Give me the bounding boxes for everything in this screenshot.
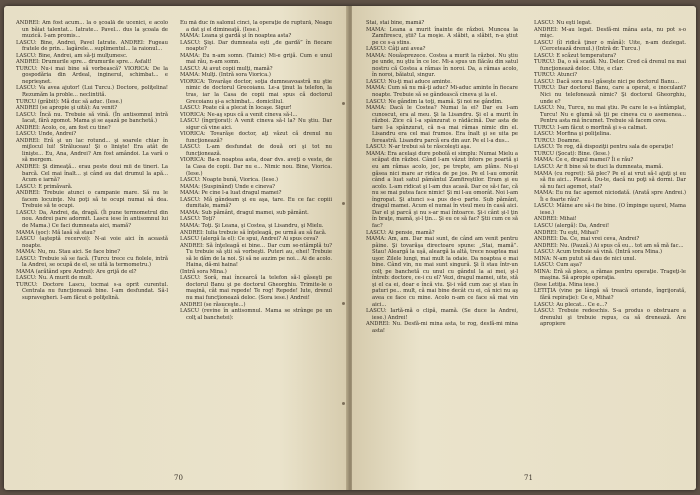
dialogue-paragraph: ANDREI: Eră şi un lac rotund... şi soarele chiar în mijlocul lui! Străluceau! Şi o linişte! Era atât de linişte... Eu, Ana, Andrei? Am fost amândoi. La vară o să mergem. xyxy=(16,137,168,164)
dialogue-paragraph: LASCU: Bine, Andrei, am să-ţi mulţumesc. xyxy=(16,52,128,59)
dialogue-paragraph: MAMA: Am, am. Dar mai sunt, de când am venit pentru pâine. Şi tovarăşa directoare spune: „Stai, mamă”. Stau! Aleargă la uşă, aleargă la altă, trece noaptea mai uşor. Zilele lungi, mai mult la odaie. Da noaptea e mai bine. Când vin, nu mai sunt singură. Şi îi stau într-un colţ pe banchetă cu unul cu gândul la ai mei, şi-l întreb: doctore, ce-i cu el? Vezi, dragul mamei, uite, stă şi el ca ei, doar e încă viu. Şi-i văd cum zac şi stau în paturi pe... mult, că mai bine decât cu ei, că nici nu aş avea ce face cu mine. Acolo n-am ce face să mai vin aici... xyxy=(366,236,518,308)
dialogue-paragraph: MINA: Eră să plece, a rămas pentru operaţie. Trageţi-le maşina. Să apropie operaţia. xyxy=(534,268,686,282)
dialogue-paragraph: LETIŢIA (vine pe lângă să treacă oriunde, îngrijorată, fără repiraţie): Ce e, Mihai? xyxy=(534,288,686,301)
dialogue-paragraph: LASCU: Şişi. Dar dumneata eşti „de gardă” în fiecare noapte? xyxy=(180,39,332,53)
dialogue-paragraph: LASCU: Da, Andrei, da, dragă. (Îi pune termometrul din nou. Andrei pare adormit. Lascu iese în antisomnul lui de Mama.) Ce faci dumneata aici, mamă? xyxy=(16,209,168,229)
dialogue-paragraph: LASCU (alergă la el): Ce spui, Andrei? Ai spus ceva? xyxy=(180,236,319,243)
dialogue-paragraph: LASCU: Bine, Andrei, Pavel Iatrate. ANDREI: Fugeau fratele de prin... lagărele... suplimentul... la raionul... xyxy=(16,39,168,53)
dialogue-paragraph: ANDREI: Am fost acum... la o şcoală de ucenici, e acolo un băiat talentat... Iatrate... Pavel... dus la şcoala de muzică. I-am promis... xyxy=(16,20,168,40)
dialogue-paragraph: LASCU: Ai avut copii mulţi, mamă? xyxy=(180,65,273,72)
dialogue-paragraph: MAMA: Eu n-am somn. (Tainic) Mi-e grijă. Cum e unul mai rău, n-am somn. xyxy=(180,52,332,66)
dialogue-paragraph: MAMA (cu regret): Să plec? Pe el ai vrut să-l ajuţi şi eu să fiu aici... Pleacă. Du-te, dacă nu poţi să dormi. Dar să nu faci agemot, stai? xyxy=(534,170,686,190)
dialogue-paragraph: ANDREI: Iulia trebuie să înţeleagă, pe urmă au să facă. xyxy=(180,229,327,236)
left-page xyxy=(4,6,348,490)
dialogue-paragraph: MAMA (arătând spre Andrei): Are grijă de el? xyxy=(16,268,137,275)
dialogue-paragraph: LASCU: Mâine are să-i fie bine. (O împinge uşurel, Mama iese.) xyxy=(534,203,686,216)
dialogue-paragraph: ANDREI: Tu eşti, Mihai? xyxy=(534,229,599,236)
dialogue-paragraph: MAMA: Ce e, dragul mamei? Îi e rău? xyxy=(534,157,634,164)
dialogue-paragraph: MAMA: Nouăsprezece. Costea a murit la război. Nu ştiu pe unde, nu ştiu în ce loc. Mi-a spus un flăcău din satul nostru că Costea a rămas în noroi. Da, a rămas acolo, în noroi, băiatul, singur. xyxy=(366,52,518,79)
binding-stitch xyxy=(342,102,345,105)
right-page xyxy=(352,6,696,490)
dialogue-paragraph: TURCU (Şocat): Bine. (Iese.) xyxy=(534,150,610,157)
dialogue-paragraph: LASCU (îngrijorat): A venit cineva să-l la? Nu ştiu. Dar sigur că vine aici. xyxy=(180,118,332,131)
dialogue-paragraph: ANDREI: Trebuie atunci o campanie mare. Să nu le facem locuinţe. Nu poţi să te ocupi numai să dea. Trebuie să te ocupi. xyxy=(16,190,168,210)
dialogue-paragraph: TURCU: Doamne. xyxy=(534,137,581,144)
left-page-number: 70 xyxy=(174,474,183,482)
dialogue-paragraph: MAMA: Dacă le Costea? Numai la ei? Dar eu l-am cunoscut, era al meu. Şi la Lisandru. Şi el a murit în război. Zice că l-a spânzurat o rădăcină. Dar asta de tare l-a spânzurat, că n-a mai rămas nimic din el. Lisandru era cel mai frumos. Era înalt şi se uita pe fereastră. Lisandru parcă era din aur. Pe el l-a dus... xyxy=(366,105,518,144)
dialogue-paragraph: VIORICA: Tovarăşe doctor, soţia dumneavoastră nu ştie nimic de doctorul Grecoianu. Le-a ţinut la telefon, la tras, iar la Casa de copii mai spus că doctorul Grecoianu şi-a schimbat... domiciliul. xyxy=(180,78,332,105)
dialogue-paragraph: LASCU: N-ar trebui să te răscoleşti aşa. xyxy=(366,144,472,151)
dialogue-paragraph: ANDREI: M-au legat. Desfă-mi mâna asta, nu pot s-o mişc. xyxy=(534,26,686,40)
dialogue-paragraph: LASCU: Încă nu. Trebuie să vină. (În antisomnul intră Iacat, fără zgomot. Mama şi se aşază pe banchetă.) xyxy=(16,111,168,125)
dialogue-paragraph: ANDREI: Da. Ce, mai vrei ceva, Andrei? xyxy=(534,236,640,243)
dialogue-paragraph: MAMA: Toţi. Şi Leana, şi Costea, şi Lisandru, şi Mielu. xyxy=(180,222,324,229)
dialogue-paragraph: MINA: N-am putut să dau de nici unul. xyxy=(534,255,637,262)
dialogue-paragraph: LASCU: Trebuie să se facă. (Turcu trece cu fiolele, intră la Andrei, se ocupă de el, se uită la termometru.) xyxy=(16,255,168,269)
dialogue-paragraph: ANDREI: Nu. Desfă-mi mina asta, te rog, desfă-mi mina asta! xyxy=(366,321,518,334)
binding-stitch xyxy=(342,402,345,405)
dialogue-paragraph: MAMA: Era acelaşi dure pobolă ei simplu: Numai Mielu a scăpat din război. Când l-am văzut întors pe poartă şi eu am rămas acolo, joc, pe trepte, am plâns. Nu-şi găsea nici mare ar ridica de pe jos. Pe el l-au omorât când a luat satul pământul Zamfireştilor. Eram şi eu acolo. L-am ridicat şi l-am dus acasă. Dar ce să-i fac, că nu se mai putea face nimic! Şi mi l-au omorât. Noi l-am îngropat. Şi atunci s-a pus de-o parte. Sub pământ, dragul mamei. Acum el numai în visul meu în casă aici. Dar el şi parcă şi nu s-ar mai întoarce. Şi-i cânt şi-l ţin în braţe, mamă, şi-l ţin... Şi eu ce să fac? Ştii cum ce să fac? xyxy=(366,150,518,229)
dialogue-paragraph: ANDREI: Mihai! xyxy=(534,216,577,223)
dialogue-paragraph: ANDREI: Acolo, ce, am fost cu tine? xyxy=(16,124,111,131)
dialogue-paragraph: LASCU: Unde, Andrei? xyxy=(16,131,77,138)
dialogue-paragraph: TURCU: Da, o să scadă. Nu. Delor. Cred că drenul nu mai funcţionează deloc. Uite, e clar. xyxy=(534,59,686,72)
left-column-2 xyxy=(180,20,332,460)
dialogue-paragraph: Eu mă duc în salonul cinci, la operaţie de ruptură, Neagu a dat şi el dimineaţă. (Iese.) xyxy=(180,20,332,33)
dialogue-paragraph: Stai, stai bine, mamă? xyxy=(366,20,425,26)
dialogue-paragraph: LASCU: Morfina şi poliţelina. xyxy=(534,131,612,138)
dialogue-paragraph: ANDREI: Nu. (Pauză.) Ai spus că eu... tot am să mă fac... xyxy=(534,242,684,249)
dialogue-paragraph: LASCU: Mă gândeam şi eu aşa, tare. Eu ce fac copiii dumitale, mamă? xyxy=(180,196,332,210)
dialogue-paragraph: ANDREI: Drumurile spre... drumurile spre... Asfalt! xyxy=(16,59,152,66)
dialogue-paragraph: MAMA: Eu nu fac agemot niciodată. (Arată spre Andrei.) Îi e foarte rău? xyxy=(534,190,686,203)
dialogue-paragraph: VIORICA: Tovarăşe doctor, aţi văzut că drenul nu funcţionează? xyxy=(180,131,332,144)
dialogue-paragraph: LASCU: Nu, Turcu, nu mai ştiu. Pe care le s-a întâmplat, Turcu! Nu e glumă să ţii pe cineva cu o asemenea... Pentru asta mă încumet. Trebuie să facem ceva. xyxy=(534,105,686,125)
dialogue-paragraph: ANDREI (se apropie şi uită): Au venit? xyxy=(16,105,118,112)
dialogue-paragraph: TURCU (grăbit): Mă duc să aduc. (Iese.) xyxy=(16,98,123,105)
right-column-1 xyxy=(366,20,518,460)
dialogue-paragraph: LASCU (aşteptă recervoi): N-ai voie aici în această noapte. xyxy=(16,236,168,249)
dialogue-paragraph: LASCU: Iartă-mă o clipă, mamă. (Se duce la Andrei, iese.) Andrei! xyxy=(366,308,518,321)
binding-stitch xyxy=(342,302,345,305)
dialogue-paragraph: MAMA: Leana şi gardă şi în noaptea asta? xyxy=(180,33,292,40)
dialogue-paragraph: LASCU (revine în antisomnul. Mama se strânge pe un colţ al banchetei): xyxy=(180,308,332,321)
dialogue-paragraph: LASCU: Toţi? xyxy=(180,216,216,223)
dialogue-paragraph: LASCU: Ai pensie, mamă? xyxy=(366,229,435,236)
dialogue-paragraph: LASCU: Trebuie redeschis. S-a produs o obstruare a drenului şi trebuie repus, ca să drenează. Are apropiere xyxy=(534,308,686,328)
right-column-2 xyxy=(534,20,686,460)
dialogue-paragraph: MAMA: Nu, nu. Stau aici. Se face bine? xyxy=(16,249,121,256)
dialogue-paragraph: LASCU: L-am desfundat de două ori şi tot nu funcţionează. xyxy=(180,144,332,157)
dialogue-paragraph: TURCU: Atunci? xyxy=(534,72,578,79)
dialogue-paragraph: LASCU (îl ridică ţiner o mână): Uite, n-am dezlegat. (Cercetează drenul.) (Intră dr. Turcu.) xyxy=(534,39,686,53)
dialogue-paragraph: LASCU: E scăzut temperatura? xyxy=(534,52,617,59)
dialogue-paragraph: LASCU: Cum aşa? xyxy=(534,262,582,269)
dialogue-paragraph: ANDREI: Şi dimeaţă... erau peste doui mii de tineri. La barcă. Cel mai înalt... şi când au dat drumul la apă... Acum e iarnă? xyxy=(16,164,168,184)
dialogue-paragraph: LASCU: Nu. A murit de mult. xyxy=(16,275,93,282)
dialogue-paragraph: VIORICA: Ba-n noaptea asta, doar dvs. aveţi o veste, de la Casa de copii. Dar nu e... Nimic nou. Bine, Viorica. (Iese.) xyxy=(180,157,332,177)
dialogue-paragraph: MAMA (şoc): Mă lasă să stau? xyxy=(16,229,96,236)
dialogue-paragraph: MAMA: Sub pământ, dragul mamei, sub pământ. xyxy=(180,209,309,216)
dialogue-paragraph: LASCU: Te rog, dă dispoziţii pentru sala de operaţie! xyxy=(534,144,674,151)
dialogue-paragraph: LASCU (alergă): Da, Andrei! xyxy=(534,222,610,229)
dialogue-paragraph: LASCU: Va avea ajutor! (Lui Turcu.) Doctore, poliţelina! Rezumăm la proble... neclintită. xyxy=(16,85,168,99)
dialogue-paragraph: ANDREI (se răsuceşte...) xyxy=(180,301,246,308)
dialogue-paragraph: TURCU: Nu-i mai bine să vorbească? VIORICA: De la gospodăria din Ardeal, inginerul, schimbat... e neprieşnet. xyxy=(16,65,168,85)
dialogue-paragraph: LASCU: Ar fi bine să te duci la dumneata, mamă. xyxy=(534,164,664,171)
dialogue-paragraph: MAMA: (Suspinând) Unde e cineva? xyxy=(180,183,276,190)
left-column-1 xyxy=(16,20,168,460)
dialogue-paragraph: LASCU: Nu eşti legat. xyxy=(534,20,592,26)
dialogue-paragraph: LASCU: Soră, mai încearcă la telefon să-l găseşti pe doctorul Banu şi pe doctorul Gheorghiu. Trimite-le o maşină, cât mai repede! Te rog! Repede! Iute, drenul nu mai funcţionează deloc. (Sora iese.) Andrei! xyxy=(180,275,332,301)
dialogue-paragraph: TURCU: Doctore Lascu, tocmai s-a oprit curentul. Centrala nu funcţionează bine. I-am desfundat. Să-l supravegheri. I-am făcut o poliţelină. xyxy=(16,281,168,301)
dialogue-paragraph: TURCU: Dar doctorul Banu, care a operat, e inoculant? Nici nu telefonează nimic? Şi doctorul Gheorghiu, unde e? xyxy=(534,85,686,105)
dialogue-paragraph: MAMA: Cum să nu mă-ţi aduc? Mi-aduc aminte în fiecare noapte. Trebuie să se gândească cineva şi la el. xyxy=(366,85,518,99)
open-book xyxy=(4,6,696,490)
dialogue-paragraph: LASCU: E primăvară. xyxy=(16,183,73,190)
dialogue-paragraph: (Intră sora Mina.) xyxy=(180,268,227,275)
dialogue-paragraph: LASCU: Ne gândim la toţi, mamă. Şi noi ne gândim. xyxy=(366,98,503,105)
right-page-number: 71 xyxy=(524,474,533,482)
dialogue-paragraph: ANDREI: Să înţeleagă ei bine... Dar cum se-ntâmplă tu? Tu trebuie să ştii să vorbeşti. Puteri au, ehei! Trebuie să le dăm de la noi. Şi să ne auzim pe noi... Ai de acolo. Haina, dă-mi haina! xyxy=(180,242,332,269)
dialogue-paragraph: LASCU: Au plecat... Ce e...? xyxy=(534,301,608,308)
dialogue-paragraph: LASCU: Dacă sora nu-l găseşte nici pe doctorul Banu... xyxy=(534,78,680,85)
dialogue-paragraph: LASCU: Câţi ani avea? xyxy=(366,46,426,53)
binding-stitch xyxy=(342,202,345,205)
dialogue-paragraph: LASCU: Poate că a plecat în locaşe. Sigur! xyxy=(180,105,292,112)
dialogue-paragraph: TURCU: I-am făcut o morfină şi s-a calmat. xyxy=(534,124,648,131)
dialogue-paragraph: MAMA: Pe cine l-a luat dragul mamei? xyxy=(180,190,282,197)
dialogue-paragraph: LASCU: Noapte bună, Viorica. (Iese.) xyxy=(180,177,278,184)
dialogue-paragraph: MAMA: Mulţi. (Intră sora Viorica.) xyxy=(180,72,271,79)
dialogue-paragraph: (Iese Letiţia. Mina iese.) xyxy=(534,281,599,288)
dialogue-paragraph: LASCU: Acum trebuie să vină. (Intră sora Mina.) xyxy=(534,249,663,256)
dialogue-paragraph: MAMA: Leana a murit înainte de război. Muncea la Zamfirescu, ştii? La moşie. A slăbit, a slăbit, n-a ştiut pe ce s-a stins. xyxy=(366,26,518,46)
dialogue-paragraph: LASCU: Nu-ţi mai aduce aminte. xyxy=(366,78,452,85)
dialogue-paragraph: VIORICA: Ne-aş spus că a venit cineva să-l... xyxy=(180,111,298,118)
